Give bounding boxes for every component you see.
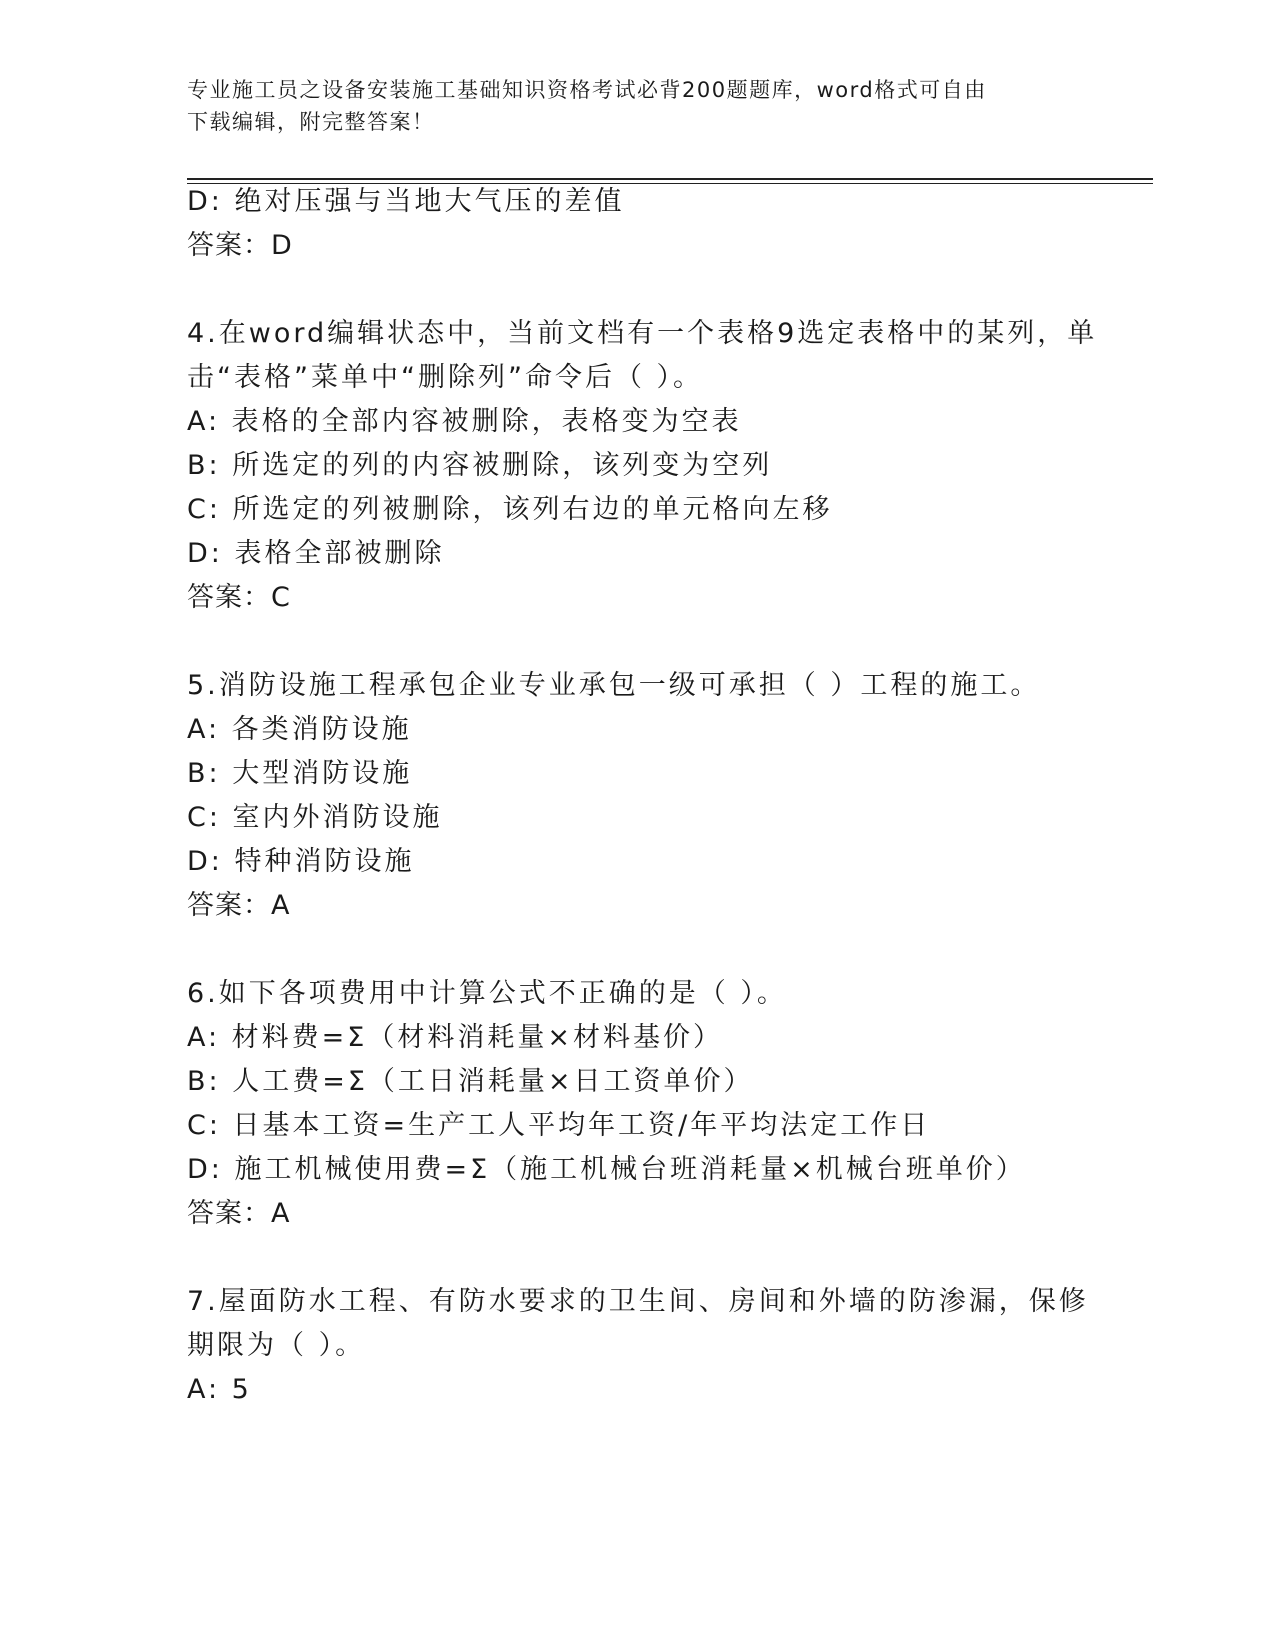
header-title-line-2: 下载编辑，附完整答案！ xyxy=(187,110,435,134)
q7-stem-line-2: 期限为（ ）。 xyxy=(187,1330,366,1361)
q4-option-b: B: 所选定的列的内容被删除，该列变为空列 xyxy=(187,450,773,481)
q3-answer: 答案：D xyxy=(187,230,293,261)
q3-option-d: D: 绝对压强与当地大气压的差值 xyxy=(187,186,625,217)
q6-option-b: B: 人工费=Σ（工日消耗量×日工资单价） xyxy=(187,1066,754,1097)
q5-option-b: B: 大型消防设施 xyxy=(187,758,413,789)
q6-option-d: D: 施工机械使用费=Σ（施工机械台班消耗量×机械台班单价） xyxy=(187,1154,1026,1185)
q7-option-a: A: 5 xyxy=(187,1374,252,1405)
q5-answer: 答案：A xyxy=(187,890,291,921)
q5-option-d: D: 特种消防设施 xyxy=(187,846,415,877)
header-title-line-1: 专业施工员之设备安装施工基础知识资格考试必背200题题库，word格式可自由 xyxy=(187,78,987,102)
q6-answer: 答案：A xyxy=(187,1198,291,1229)
header-divider-thick xyxy=(187,178,1153,180)
q4-option-a: A: 表格的全部内容被删除，表格变为空表 xyxy=(187,406,742,437)
document-header xyxy=(187,74,1077,138)
q6-option-a: A: 材料费=Σ（材料消耗量×材料基价） xyxy=(187,1022,723,1053)
q5-option-c: C: 室内外消防设施 xyxy=(187,802,443,833)
q4-stem-line-1: 4.在word编辑状态中，当前文档有一个表格9选定表格中的某列，单 xyxy=(187,318,1098,349)
q4-option-d: D: 表格全部被删除 xyxy=(187,538,445,569)
q5-stem-line-1: 5.消防设施工程承包企业专业承包一级可承担（ ）工程的施工。 xyxy=(187,670,1041,701)
q6-stem-line-1: 6.如下各项费用中计算公式不正确的是（ ）。 xyxy=(187,978,787,1009)
q4-stem-line-2: 击“表格”菜单中“删除列”命令后（ ）。 xyxy=(187,362,704,393)
q5-option-a: A: 各类消防设施 xyxy=(187,714,412,745)
q7-stem-line-1: 7.屋面防水工程、有防水要求的卫生间、房间和外墙的防渗漏，保修 xyxy=(187,1286,1089,1317)
q4-option-c: C: 所选定的列被删除，该列右边的单元格向左移 xyxy=(187,494,833,525)
q4-answer: 答案：C xyxy=(187,582,291,613)
q6-option-c: C: 日基本工资=生产工人平均年工资/年平均法定工作日 xyxy=(187,1110,931,1141)
